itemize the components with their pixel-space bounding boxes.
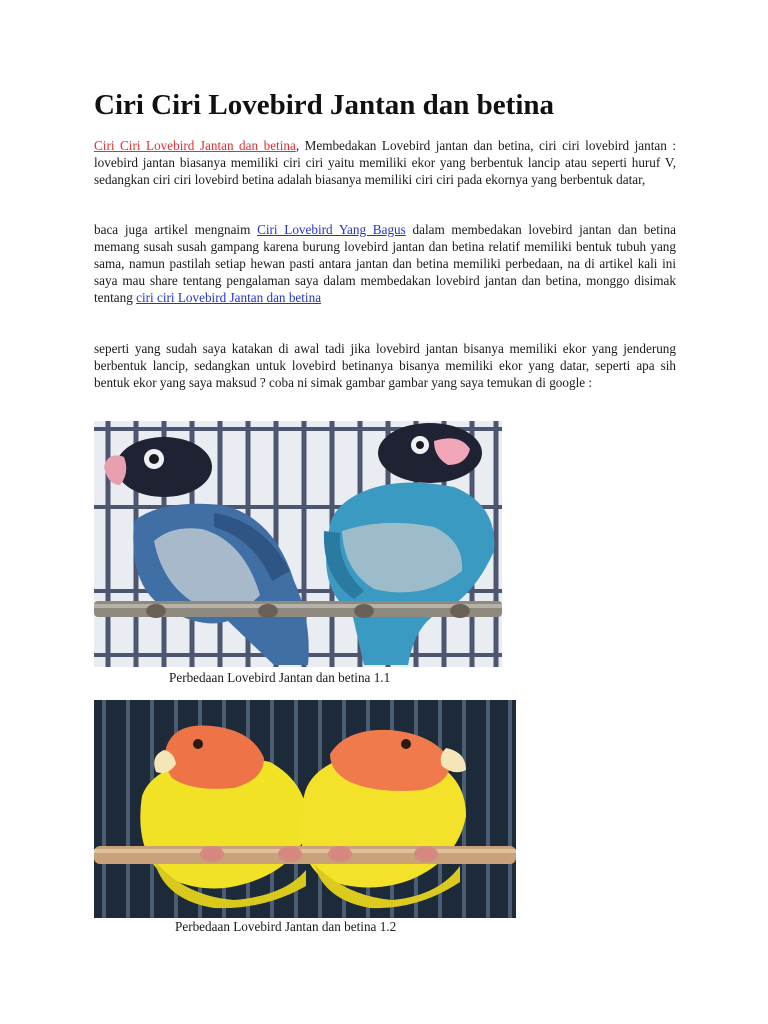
link-ciri-lovebird-bagus[interactable]: Ciri Lovebird Yang Bagus	[257, 222, 406, 237]
paragraph-intro	[94, 137, 676, 188]
paragraph-intro-text: , Membedakan Lovebird jantan dan betina, ciri ciri lovebird jantan : lovebird jantan biasanya memiliki ciri ciri yaitu memiliki ekor yang berbentuk lancip atau seperti huruf V, sedangkan ciri ciri lovebird betina adalah biasanya memiliki ciri ciri pada ekornya yang berbentuk datar,	[94, 138, 676, 187]
photo-caption-1: Perbedaan Lovebird Jantan dan betina 1.1	[169, 670, 391, 685]
link-ciri-ciri-lovebird-jantan-betina[interactable]: ciri ciri Lovebird Jantan dan betina	[136, 290, 322, 305]
paragraph-explanation: seperti yang sudah saya katakan di awal tadi jika lovebird jantan bisanya memiliki ekor yang jenderung berbentuk lancip, sedangkan untuk lovebird betinanya bisanya memiliki ekor yang datar, seperti apa sih bentuk ekor yang saya maksud ? coba ni simak gambar gambar yang saya temukan di google :	[94, 341, 676, 390]
paragraph-related-text-middle: dalam membedakan lovebird jantan dan betina memang susah susah gampang karena burung lovebird jantan dan betina relatif memiliki bentuk tubuh yang sama, namun pastilah setiap hewan pasti antara jantan dan betina memiliki perbedaan, na di artikel kali ini saya mau share tentang pengalaman saya dalam membedakan lovebird jantan dan betina, monggo disimak tentang	[94, 222, 677, 305]
photo-blue-lovebirds	[94, 421, 502, 667]
paragraph-related	[94, 221, 676, 306]
link-ciri-lovebird-jantan-betina[interactable]: Ciri Ciri Lovebird Jantan dan betina	[94, 138, 296, 153]
photo-caption-2: Perbedaan Lovebird Jantan dan betina 1.2	[175, 919, 397, 934]
article-title: Ciri Ciri Lovebird Jantan dan betina	[94, 89, 555, 121]
paragraph-related-text-before: baca juga artikel mengnaim	[94, 222, 258, 237]
photo-peach-faced-lovebirds	[94, 700, 516, 918]
